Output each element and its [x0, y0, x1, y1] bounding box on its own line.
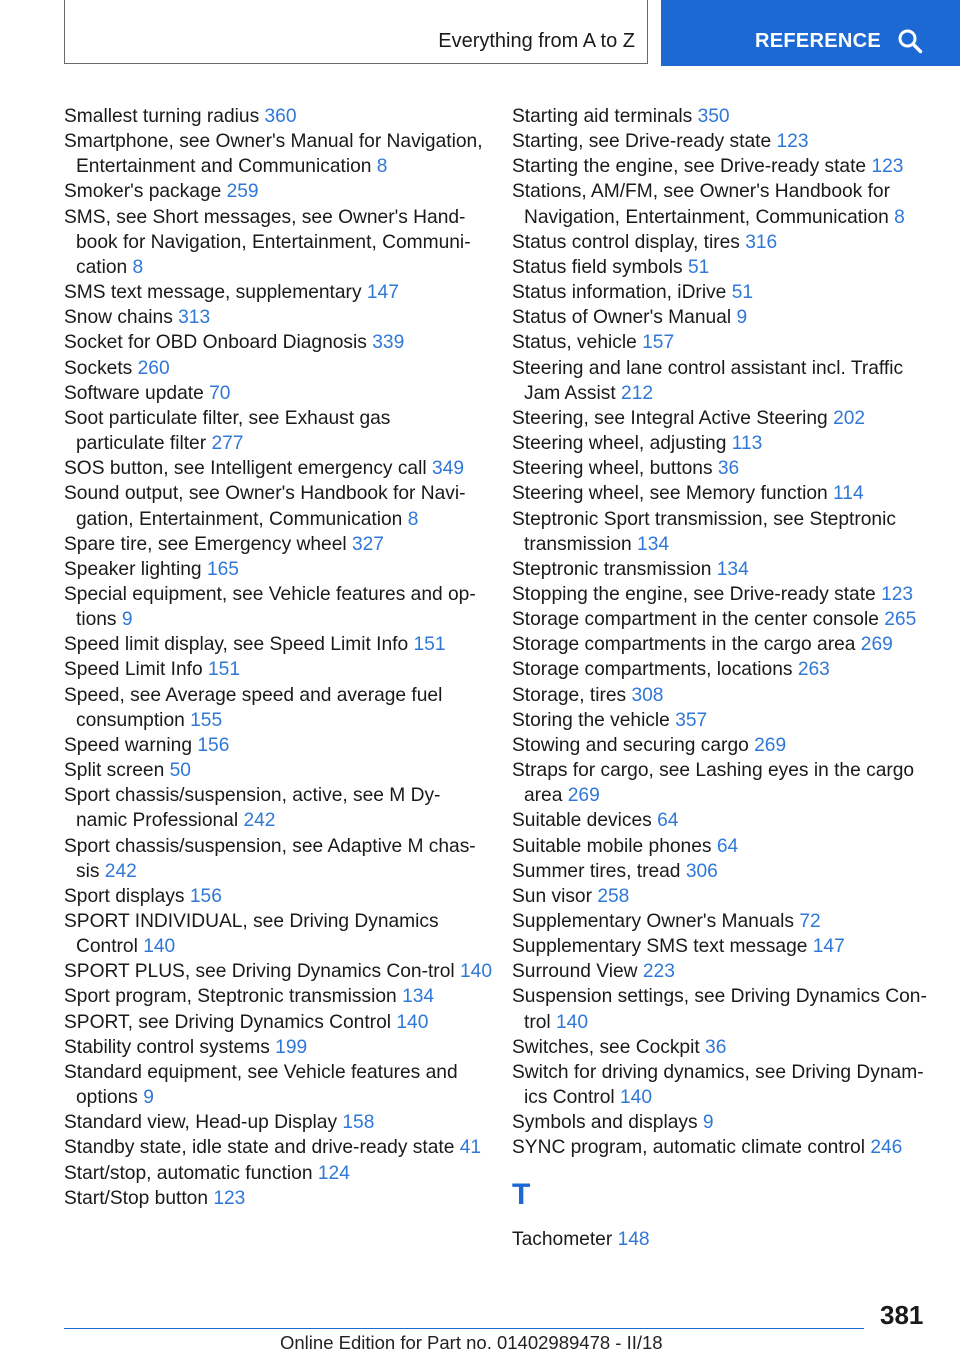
page-reference-link[interactable]: 140 [619, 1087, 652, 1109]
index-entry [512, 330, 930, 355]
index-entry [512, 959, 930, 984]
index-entry [512, 230, 930, 255]
index-entry-term: SYNC program, automatic climate control [512, 1137, 865, 1159]
page-reference-link[interactable]: 147 [366, 282, 399, 304]
index-entry [64, 406, 484, 456]
index-entry-term: Starting aid terminals [512, 106, 693, 127]
index-entry [512, 909, 930, 934]
index-entry-term: Straps for cargo, see Lashing eyes in the cargo area [512, 760, 915, 807]
index-entry [64, 280, 484, 305]
index-entry-term: Storage compartment in the center console [512, 609, 879, 631]
index-entry [512, 1135, 930, 1160]
index-entry [64, 1135, 484, 1160]
index-entry-term: Start/stop, automatic function [64, 1162, 313, 1184]
page-reference-link[interactable]: 140 [143, 936, 176, 958]
index-entry-term: Steering wheel, buttons [512, 458, 713, 480]
index-entry-term: Standby state, idle state and drive-ready state [64, 1137, 455, 1159]
index-entry [64, 557, 484, 582]
page-reference-link[interactable]: 64 [657, 810, 679, 832]
index-entry [512, 280, 930, 305]
index-entry [512, 934, 930, 959]
index-entry-term: Split screen [64, 760, 165, 782]
index-entry-term: Steering, see Integral Active Steering [512, 407, 828, 429]
index-entry [512, 1227, 930, 1252]
index-entry-term: Sport program, Steptronic transmission [64, 986, 397, 1008]
index-entry-term: Sport chassis/suspension, active, see M Dy-namic Professional [64, 785, 441, 832]
page-reference-link[interactable]: 277 [211, 433, 244, 455]
index-entry [512, 305, 930, 330]
page-reference-link[interactable]: 223 [642, 961, 675, 983]
page-reference-link[interactable]: 140 [396, 1011, 429, 1033]
index-entry-term: Speed limit display, see Speed Limit Info [64, 634, 409, 656]
page-reference-link[interactable]: 134 [716, 558, 749, 580]
index-entry-term: SMS, see Short messages, see Owner's Hand-book for Navigation, Entertainment, Communi-cation [64, 206, 471, 278]
index-entry [64, 1060, 484, 1110]
index-entry-term: Stations, AM/FM, see Owner's Handbook for Navigation, Entertainment, Communication [512, 181, 890, 228]
page-reference-link[interactable]: 140 [459, 961, 492, 983]
index-entry-term: Symbols and displays [512, 1112, 698, 1134]
index-entry [512, 507, 930, 557]
index-entry [512, 834, 930, 859]
page-reference-link[interactable]: 123 [213, 1187, 246, 1209]
index-entry [64, 356, 484, 381]
page-reference-link[interactable]: 9 [702, 1112, 714, 1134]
index-entry-term: Soot particulate filter, see Exhaust gas particulate filter [64, 407, 391, 455]
page-reference-link[interactable]: 134 [637, 533, 670, 555]
index-entry [64, 909, 484, 959]
index-entry-term: Surround View [512, 961, 638, 983]
page-reference-link[interactable]: 339 [372, 332, 405, 354]
page-reference-link[interactable]: 134 [402, 986, 435, 1008]
page-reference-link[interactable]: 308 [631, 684, 664, 706]
index-entry [64, 1161, 484, 1186]
index-entry-term: Smartphone, see Owner's Manual for Navigation, Entertainment and Communication [64, 131, 483, 178]
page-reference-link[interactable]: 51 [731, 282, 754, 304]
index-entry-term: Steering wheel, adjusting [512, 433, 727, 455]
page-reference-link[interactable]: 9 [121, 609, 133, 631]
page-reference-link[interactable]: 124 [317, 1162, 350, 1184]
index-entry-term: Speed, see Average speed and average fuel consumption [64, 684, 443, 731]
index-entry [512, 179, 930, 229]
index-entry-term: Smoker's package [64, 181, 222, 203]
page-reference-link[interactable]: 9 [143, 1087, 154, 1109]
index-entry [64, 984, 484, 1009]
index-entry-term: Sound output, see Owner's Handbook for Navi-gation, Entertainment, Communication [64, 483, 466, 530]
index-entry [64, 1186, 484, 1211]
section-title: Everything from A to Z [438, 30, 635, 52]
index-entry [512, 406, 930, 431]
index-entry-term: Storage compartments in the cargo area [512, 634, 856, 656]
index-entry-term: Starting, see Drive-ready state [512, 131, 772, 153]
page-reference-link[interactable]: 349 [431, 458, 464, 480]
index-entry-term: Smallest turning radius [64, 106, 260, 127]
index-entry-term: Status control display, tires [512, 231, 740, 253]
page-reference-link[interactable]: 316 [745, 231, 778, 253]
page-reference-link[interactable]: 360 [264, 106, 297, 127]
page-reference-link[interactable]: 269 [567, 785, 600, 807]
page-reference-link[interactable]: 357 [675, 709, 708, 731]
index-entry [64, 305, 484, 330]
index-entry [512, 708, 930, 733]
page-reference-link[interactable]: 165 [206, 558, 239, 580]
index-entry [64, 783, 484, 833]
index-entry-term: Supplementary SMS text message [512, 936, 808, 958]
index-entry-term: Sockets [64, 357, 133, 379]
page-reference-link[interactable]: 72 [799, 911, 821, 932]
page-reference-link[interactable]: 9 [736, 307, 748, 329]
index-entry [64, 834, 484, 884]
page-reference-link[interactable]: 113 [731, 433, 763, 455]
page-reference-link[interactable]: 114 [833, 483, 864, 505]
page-reference-link[interactable]: 265 [884, 609, 917, 631]
index-entry [64, 959, 492, 984]
index-entry-term: Start/Stop button [64, 1187, 208, 1209]
page-reference-link[interactable]: 155 [190, 709, 223, 731]
index-entry [512, 481, 930, 506]
index-entry-term: Sport displays [64, 885, 185, 907]
index-entry-term: Snow chains [64, 307, 173, 329]
index-entry-term: Steptronic Sport transmission, see Steptronic transmission [512, 508, 896, 555]
search-icon[interactable] [897, 28, 923, 54]
index-column-right [512, 104, 930, 1252]
page-reference-link[interactable]: 158 [342, 1112, 375, 1134]
page-reference-link[interactable]: 123 [776, 131, 809, 153]
index-entry [64, 1035, 484, 1060]
index-entry-term: Special equipment, see Vehicle features and op-tions [64, 583, 476, 631]
index-entry [512, 154, 930, 179]
index-entry-term: Storage compartments, locations [512, 659, 793, 681]
index-entry [64, 1010, 484, 1035]
page-reference-link[interactable]: 156 [189, 885, 222, 907]
index-entry [512, 657, 930, 682]
page-reference-link[interactable]: 148 [617, 1228, 650, 1250]
index-entry-term: SMS text message, supplementary [64, 282, 362, 304]
reference-tab[interactable] [661, 0, 960, 66]
index-entry-term: Stowing and securing cargo [512, 734, 749, 756]
index-entry-term: Switch for driving dynamics, see Driving Dynam-ics Control [512, 1061, 924, 1109]
page-reference-link[interactable]: 269 [860, 634, 893, 656]
index-entry-term: Sun visor [512, 885, 592, 907]
index-entry [512, 984, 930, 1034]
page-reference-link[interactable]: 263 [797, 659, 830, 681]
index-entry-term: Tachometer [512, 1228, 613, 1250]
index-entry-term: Suspension settings, see Driving Dynamics Con-trol [512, 986, 927, 1033]
index-entry [512, 431, 930, 456]
index-entry [64, 481, 484, 531]
index-entry [64, 733, 484, 758]
page-reference-link[interactable]: 8 [132, 256, 144, 278]
index-entry-term: SPORT INDIVIDUAL, see Driving Dynamics Control [64, 911, 439, 958]
page-reference-link[interactable]: 246 [870, 1137, 903, 1159]
index-entry [512, 104, 930, 129]
page-reference-link[interactable]: 123 [881, 583, 914, 605]
page-reference-link[interactable]: 64 [716, 835, 739, 857]
index-entry-term: Status of Owner's Manual [512, 307, 732, 329]
page-reference-link[interactable]: 147 [812, 936, 845, 958]
index-entry-term: Storage, tires [512, 684, 627, 706]
index-entry-term: Standard view, Head-up Display [64, 1112, 338, 1134]
index-entry [512, 683, 930, 708]
index-entry [512, 255, 930, 280]
index-entry-term: Spare tire, see Emergency wheel [64, 533, 347, 555]
index-entry [512, 884, 930, 909]
index-entry [512, 1110, 930, 1135]
footer-divider [64, 1328, 864, 1329]
index-entry-term: Stopping the engine, see Drive-ready state [512, 583, 876, 605]
index-entry-term: Stability control systems [64, 1036, 270, 1058]
index-entry-term: Software update [64, 382, 204, 404]
header-section-box [64, 0, 648, 64]
page-reference-link[interactable]: 156 [197, 734, 230, 756]
index-entry [512, 356, 930, 406]
page-reference-link[interactable]: 123 [871, 156, 904, 178]
index-entry [512, 582, 930, 607]
page-reference-link[interactable]: 242 [104, 860, 137, 882]
index-entry [64, 104, 484, 129]
index-entry-term: SPORT PLUS, see Driving Dynamics Con-trol [64, 961, 455, 983]
page-reference-link[interactable]: 36 [705, 1036, 727, 1058]
index-entry-term: Steering and lane control assistant incl. Traffic Jam Assist [512, 357, 904, 404]
page-reference-link[interactable]: 70 [209, 382, 231, 404]
page-reference-link[interactable]: 157 [642, 332, 675, 354]
index-entry [512, 632, 930, 657]
page-reference-link[interactable]: 36 [717, 458, 740, 480]
index-entry [64, 129, 484, 179]
page-reference-link[interactable]: 350 [697, 106, 730, 127]
page-reference-link[interactable]: 51 [687, 256, 710, 278]
index-entry-term: Starting the engine, see Drive-ready state [512, 156, 867, 178]
index-entry [64, 532, 484, 557]
reference-tab-label: REFERENCE [755, 30, 882, 52]
page-reference-link[interactable]: 50 [169, 760, 191, 782]
index-entry-term: Status field symbols [512, 256, 683, 278]
page-reference-link[interactable]: 258 [597, 885, 630, 907]
index-entry [64, 1110, 484, 1135]
page-reference-link[interactable]: 306 [685, 860, 718, 882]
index-entry [64, 179, 484, 204]
index-entry-term: SPORT, see Driving Dynamics Control [64, 1011, 392, 1033]
letter-heading-t: T [512, 1177, 531, 1211]
index-entry-term: Steering wheel, see Memory function [512, 483, 828, 505]
footer-edition-text: Online Edition for Part no. 01402989478 - II/18 [280, 1332, 663, 1353]
page-reference-link[interactable]: 8 [407, 508, 419, 530]
index-entry [64, 205, 484, 280]
index-entry [512, 557, 930, 582]
index-entry-term: Speaker lighting [64, 558, 202, 580]
page-reference-link[interactable]: 8 [376, 156, 388, 178]
index-entry-term: Steptronic transmission [512, 558, 712, 580]
index-entry-term: Summer tires, tread [512, 860, 681, 882]
page-reference-link[interactable]: 212 [621, 382, 654, 404]
index-column-left [64, 104, 492, 1211]
index-entry-term: Socket for OBD Onboard Diagnosis [64, 332, 367, 354]
index-entry [64, 632, 484, 657]
index-entry [512, 808, 930, 833]
index-entry [512, 733, 930, 758]
page-reference-link[interactable]: 140 [556, 1011, 589, 1033]
page-reference-link[interactable]: 269 [754, 734, 787, 756]
page-reference-link[interactable]: 151 [413, 634, 446, 656]
page-reference-link[interactable]: 41 [459, 1137, 482, 1159]
index-entry [512, 129, 930, 154]
index-entry-term: Speed warning [64, 734, 193, 756]
index-entry-term: Switches, see Cockpit [512, 1036, 700, 1058]
index-entry [512, 859, 930, 884]
page-reference-link[interactable]: 260 [137, 357, 170, 379]
page-reference-link[interactable]: 259 [226, 181, 259, 203]
page-reference-link[interactable]: 242 [243, 810, 276, 832]
page-reference-link[interactable]: 313 [178, 307, 211, 329]
page-reference-link[interactable]: 151 [208, 659, 241, 681]
index-entry [64, 758, 484, 783]
index-entry-term: Storing the vehicle [512, 709, 670, 731]
index-entry [64, 683, 484, 733]
page-reference-link[interactable]: 202 [833, 407, 866, 429]
index-entry [64, 381, 484, 406]
index-entry-term: Sport chassis/suspension, see Adaptive M chas-sis [64, 835, 476, 882]
page-number: 381 [880, 1300, 924, 1330]
index-entry-term: Standard equipment, see Vehicle features and options [64, 1061, 458, 1109]
index-entry-term: Suitable devices [512, 810, 652, 832]
page-reference-link[interactable]: 199 [275, 1036, 308, 1058]
index-entry [512, 456, 930, 481]
index-entry [512, 1060, 930, 1110]
index-entry-term: Speed Limit Info [64, 659, 203, 681]
index-entry [64, 330, 484, 355]
index-entry [64, 657, 484, 682]
index-entry [512, 758, 930, 808]
index-entry-term: SOS button, see Intelligent emergency call [64, 458, 427, 480]
index-entry [512, 607, 930, 632]
index-entry [64, 884, 484, 909]
index-entry [64, 456, 484, 481]
index-entry [64, 582, 484, 632]
index-entry-term: Supplementary Owner's Manuals [512, 911, 795, 932]
page-reference-link[interactable]: 327 [351, 533, 384, 555]
page-reference-link[interactable]: 8 [894, 206, 905, 228]
index-entry-term: Status, vehicle [512, 332, 637, 354]
index-entry [512, 1035, 930, 1060]
index-entry-term: Suitable mobile phones [512, 835, 712, 857]
index-entry-term: Status information, iDrive [512, 282, 727, 304]
